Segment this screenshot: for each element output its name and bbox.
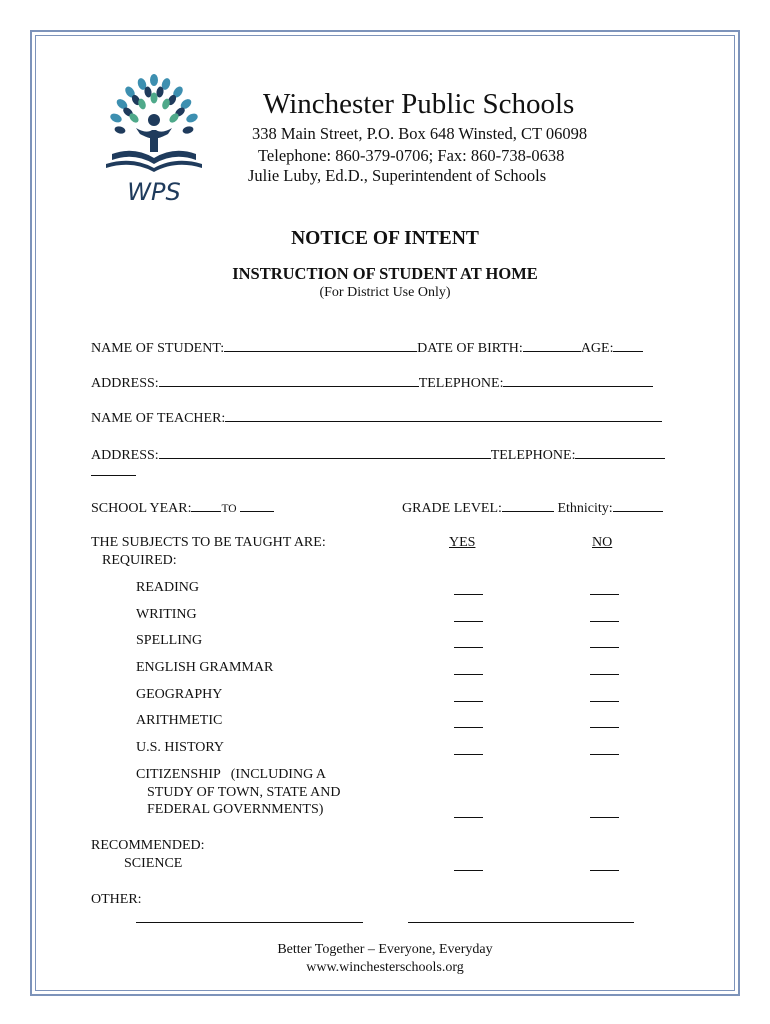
subject-spelling: SPELLING — [136, 633, 203, 648]
science-no-field[interactable] — [590, 870, 619, 871]
science-yes-field[interactable] — [454, 870, 483, 871]
other-subject-field-1[interactable] — [136, 922, 363, 923]
recommended-label: RECOMMENDED: — [91, 838, 205, 853]
footer-motto: Better Together – Everyone, Everyday — [277, 942, 493, 957]
school-name: Winchester Public Schools — [263, 88, 575, 120]
teacher-row — [91, 409, 662, 427]
school-year-to-field[interactable] — [240, 499, 274, 512]
citizenship-yes-field[interactable] — [454, 817, 483, 818]
grade-ethnicity-row — [402, 499, 663, 517]
student-info-row — [91, 339, 643, 357]
wps-logo — [96, 68, 212, 208]
teacher-address-label: ADDRESS: — [91, 448, 159, 463]
subject-citizenship-line1: CITIZENSHIP (INCLUDING A — [136, 767, 327, 782]
name-of-student-field[interactable] — [224, 339, 417, 352]
name-of-teacher-field[interactable] — [225, 409, 662, 422]
ethnicity-field[interactable] — [613, 499, 663, 512]
subject-science: SCIENCE — [124, 856, 183, 871]
address-row — [91, 374, 653, 392]
subject-reading: READING — [136, 580, 199, 595]
subject-us-history: U.S. HISTORY — [136, 740, 225, 755]
subject-writing: WRITING — [136, 607, 197, 622]
grade-level-label: GRADE LEVEL: — [402, 501, 502, 516]
subject-geography: GEOGRAPHY — [136, 687, 223, 702]
teacher-address-field[interactable] — [159, 446, 491, 459]
name-of-student-label: NAME OF STUDENT: — [91, 341, 225, 356]
english-grammar-no-field[interactable] — [590, 674, 619, 675]
subject-english-grammar: ENGLISH GRAMMAR — [136, 660, 274, 675]
geography-yes-field[interactable] — [454, 701, 483, 702]
superintendent: Julie Luby, Ed.D., Superintendent of Schools — [248, 166, 547, 185]
spelling-yes-field[interactable] — [454, 647, 483, 648]
address-label: ADDRESS: — [91, 376, 159, 391]
other-subject-field-2[interactable] — [408, 922, 634, 923]
name-of-teacher-label: NAME OF TEACHER: — [91, 411, 226, 426]
no-column-header: NO — [592, 535, 613, 550]
telephone-field[interactable] — [503, 374, 653, 387]
school-year-row — [91, 499, 274, 517]
citizenship-no-field[interactable] — [590, 817, 619, 818]
spelling-no-field[interactable] — [590, 647, 619, 648]
logo-text: WPS — [127, 178, 181, 206]
other-label: OTHER: — [91, 892, 142, 907]
required-label: REQUIRED: — [102, 553, 177, 568]
ethnicity-label: Ethnicity: — [557, 501, 613, 516]
teacher-telephone-label: TELEPHONE: — [490, 448, 576, 463]
address-field[interactable] — [159, 374, 419, 387]
arithmetic-no-field[interactable] — [590, 727, 619, 728]
grade-level-field[interactable] — [502, 499, 554, 512]
us-history-yes-field[interactable] — [454, 754, 483, 755]
footer-website[interactable]: www.winchesterschools.org — [306, 960, 464, 975]
age-field[interactable] — [613, 339, 643, 352]
teacher-telephone-field-continued[interactable] — [91, 475, 136, 476]
date-of-birth-label: DATE OF BIRTH: — [417, 341, 523, 356]
subject-arithmetic: ARITHMETIC — [136, 713, 223, 728]
school-phone-fax: Telephone: 860-379-0706; Fax: 860-738-0638 — [258, 146, 565, 165]
telephone-label: TELEPHONE: — [418, 376, 504, 391]
writing-yes-field[interactable] — [454, 621, 483, 622]
us-history-no-field[interactable] — [590, 754, 619, 755]
writing-no-field[interactable] — [590, 621, 619, 622]
arithmetic-yes-field[interactable] — [454, 727, 483, 728]
form-title: NOTICE OF INTENT — [291, 228, 479, 249]
school-address: 338 Main Street, P.O. Box 648 Winsted, CT 06098 — [252, 124, 588, 143]
teacher-telephone-field[interactable] — [575, 446, 665, 459]
subjects-heading: THE SUBJECTS TO BE TAUGHT ARE: — [91, 535, 326, 550]
subject-citizenship-line2: STUDY OF TOWN, STATE AND — [147, 785, 341, 800]
english-grammar-yes-field[interactable] — [454, 674, 483, 675]
teacher-address-row — [91, 446, 665, 464]
school-year-label: SCHOOL YEAR: — [91, 501, 192, 516]
school-year-from-field[interactable] — [191, 499, 221, 512]
date-of-birth-field[interactable] — [523, 339, 581, 352]
to-label: TO — [221, 503, 237, 515]
yes-column-header: YES — [449, 535, 476, 550]
age-label: AGE: — [580, 341, 614, 356]
geography-no-field[interactable] — [590, 701, 619, 702]
reading-yes-field[interactable] — [454, 594, 483, 595]
form-subtitle: INSTRUCTION OF STUDENT AT HOME — [232, 264, 538, 283]
reading-no-field[interactable] — [590, 594, 619, 595]
subject-citizenship-line3: FEDERAL GOVERNMENTS) — [147, 802, 324, 817]
form-note: (For District Use Only) — [319, 285, 451, 300]
